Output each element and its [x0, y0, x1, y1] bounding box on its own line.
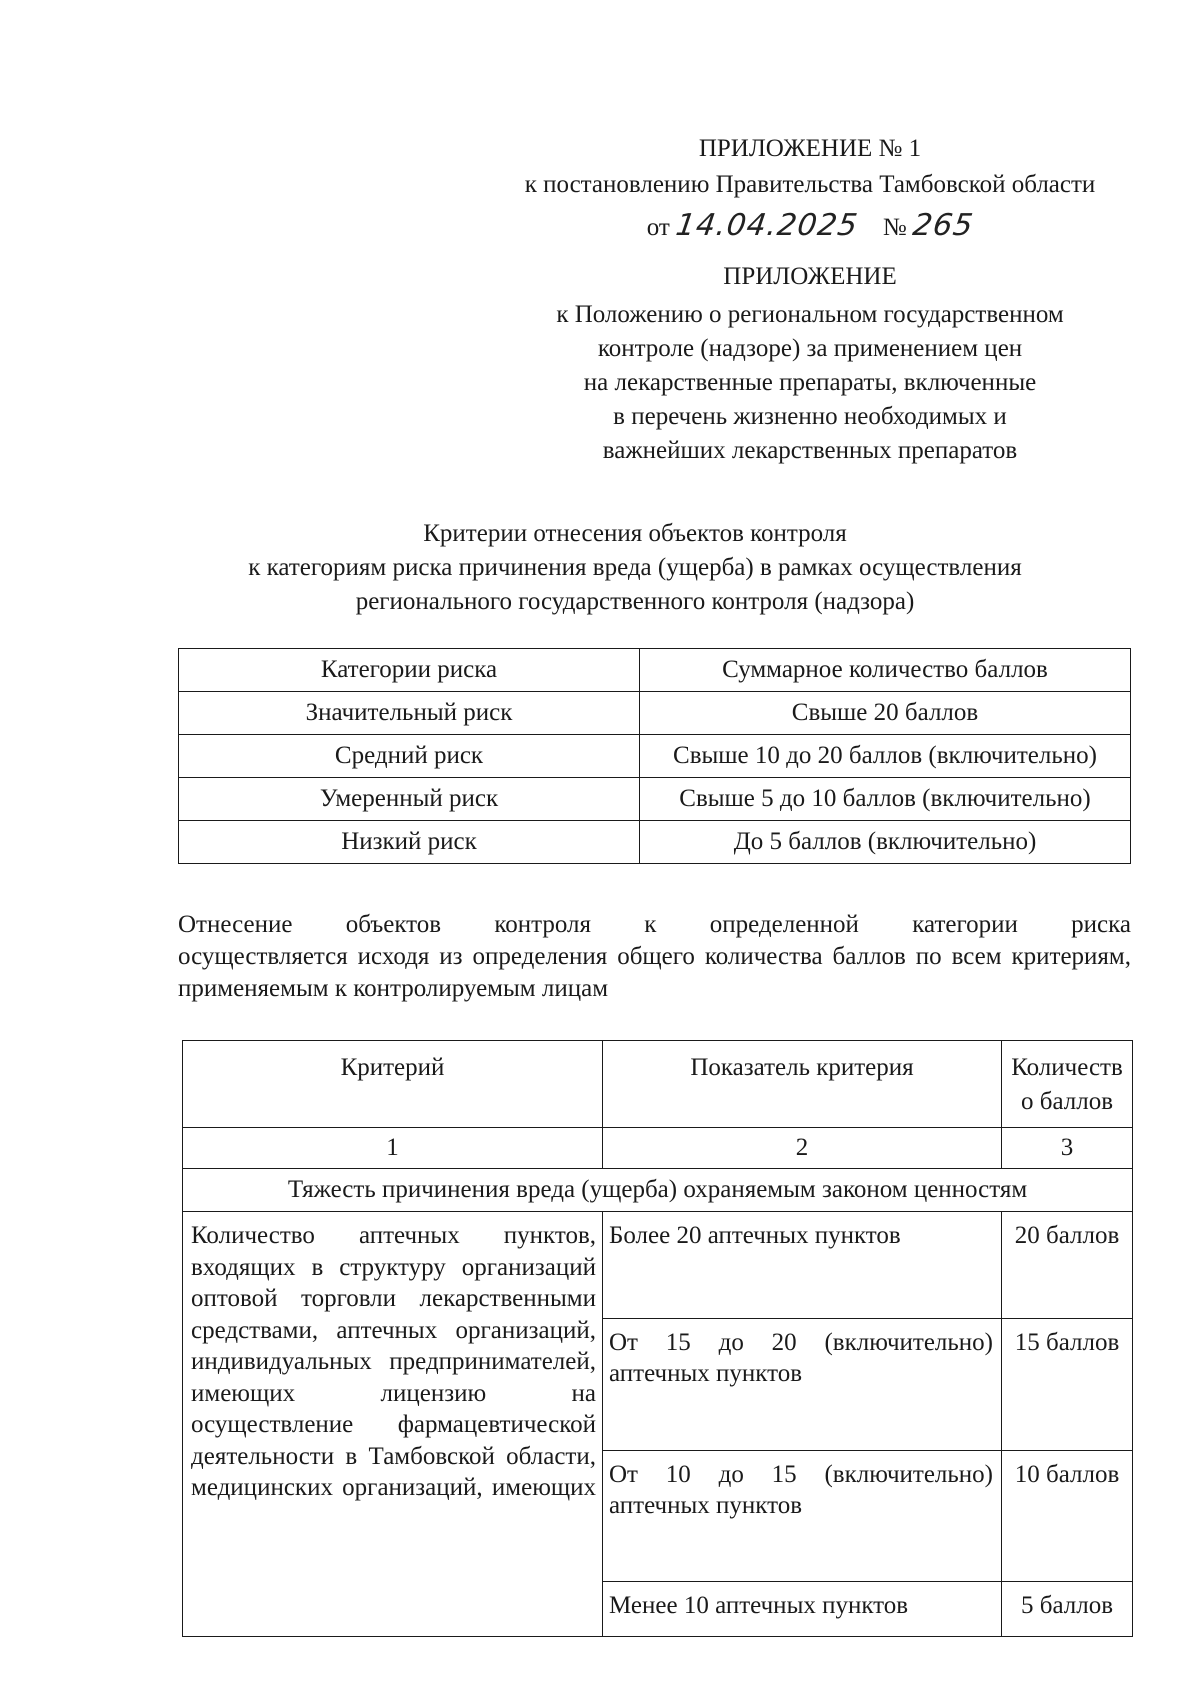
paragraph-first-line: Отнесение объектов контроля к определенной категории риска: [178, 911, 1131, 938]
indicator-cell: [603, 1582, 1002, 1637]
risk-points-cell: Свыше 20 баллов: [640, 692, 1131, 735]
criteria-title-line: к категориям риска причинения вреда (ущерба) в рамках осуществления: [248, 554, 1022, 581]
indicator-text: От 10 до 15 (включительно): [609, 1461, 993, 1488]
table-header-row: [179, 649, 1131, 692]
column-number: 1: [183, 1128, 603, 1169]
points-cell: 20 баллов: [1002, 1212, 1133, 1319]
paragraph-rest: осуществляется исходя из определения общего количества баллов по всем критериям, применяемым к контролируемым лицам: [178, 943, 1131, 1002]
appendix-header: [470, 260, 1150, 468]
criteria-title: [150, 517, 1120, 619]
appendix-line: на лекарственные препараты, включенные: [583, 369, 1037, 396]
header-cell: Показатель критерия: [603, 1041, 1002, 1128]
annex-date-line: [470, 202, 1150, 250]
criteria-title-line: Критерии отнесения объектов контроля: [423, 520, 847, 547]
indicator-text-cont: аптечных пунктов: [609, 1360, 803, 1387]
column-number-row: [183, 1128, 1133, 1169]
header-cell: Категории риска: [179, 649, 640, 692]
table-row: [179, 692, 1131, 735]
appendix-title: ПРИЛОЖЕНИЕ: [723, 263, 897, 290]
indicator-cell: [603, 1451, 1002, 1582]
risk-points-cell: До 5 баллов (включительно): [640, 821, 1131, 864]
risk-category-cell: Умеренный риск: [179, 778, 640, 821]
criterion-cell: Количество аптечных пунктов, входящих в структуру организаций оптовой торговли лекарственными средствами, аптечных организаций, индивидуальных предпринимателей, имеющих лицензию на осуществление фармацевтической деятельности в Тамбовской области, медицинских организаций, имеющих: [183, 1212, 603, 1637]
table-row: [183, 1212, 1133, 1319]
column-number: 3: [1002, 1128, 1133, 1169]
criteria-title-line: регионального государственного контроля (надзора): [355, 588, 915, 615]
appendix-line: к Положению о региональном государственном: [556, 301, 1064, 328]
table-row: [179, 778, 1131, 821]
date-prefix: от: [646, 214, 670, 241]
points-cell: 5 баллов: [1002, 1582, 1133, 1637]
table-row: [179, 821, 1131, 864]
handwritten-date: 14.04.2025: [673, 208, 861, 243]
points-cell: 10 баллов: [1002, 1451, 1133, 1582]
annex-title: ПРИЛОЖЕНИЕ № 1: [698, 135, 922, 162]
annex-header: [470, 132, 1150, 250]
section-title: Тяжесть причинения вреда (ущерба) охраняемым законом ценностям: [183, 1169, 1133, 1212]
number-prefix: №: [882, 214, 907, 241]
section-row: [183, 1169, 1133, 1212]
indicator-text-cont: аптечных пунктов: [609, 1492, 803, 1519]
header-cell: Суммарное количество баллов: [640, 649, 1131, 692]
risk-category-cell: Значительный риск: [179, 692, 640, 735]
risk-points-cell: Свыше 5 до 10 баллов (включительно): [640, 778, 1131, 821]
points-cell: 15 баллов: [1002, 1319, 1133, 1451]
appendix-line: важнейших лекарственных препаратов: [602, 437, 1018, 464]
indicator-cell: [603, 1319, 1002, 1451]
indicator-cell: [603, 1212, 1002, 1319]
column-number: 2: [603, 1128, 1002, 1169]
header-cell: Критерий: [183, 1041, 603, 1128]
criteria-table: [182, 1040, 1133, 1637]
risk-category-cell: Средний риск: [179, 735, 640, 778]
table-row: [179, 735, 1131, 778]
explanatory-paragraph: [178, 909, 1131, 1005]
table-header-row: [183, 1041, 1133, 1128]
indicator-text: Более 20 аптечных пунктов: [609, 1222, 901, 1249]
risk-categories-table: [178, 648, 1131, 864]
risk-points-cell: Свыше 10 до 20 баллов (включительно): [640, 735, 1131, 778]
risk-category-cell: Низкий риск: [179, 821, 640, 864]
handwritten-number: 265: [910, 208, 976, 243]
indicator-text: Менее 10 аптечных пунктов: [609, 1592, 909, 1619]
appendix-line: контроле (надзоре) за применением цен: [597, 335, 1023, 362]
header-cell: Количеств о баллов: [1002, 1041, 1133, 1128]
indicator-text: От 15 до 20 (включительно): [609, 1329, 993, 1356]
appendix-line: в перечень жизненно необходимых и: [613, 403, 1007, 430]
annex-subtitle: к постановлению Правительства Тамбовской области: [524, 171, 1096, 198]
